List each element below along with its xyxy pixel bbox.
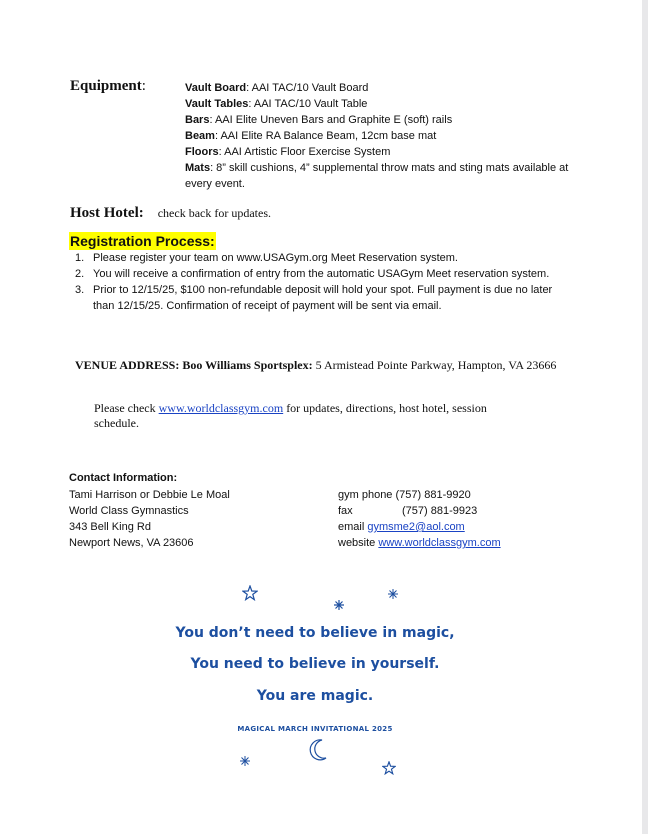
- host-hotel-value: check back for updates.: [157, 206, 272, 220]
- star-icon: [382, 761, 396, 775]
- updates-note: Please check www.worldclassgym.com for updates, directions, host hotel, session schedule.: [94, 401, 487, 430]
- contact-title: Contact Information:: [69, 472, 178, 484]
- contact-city: Newport News, VA 23606: [69, 537, 194, 549]
- banner-event-name: MAGICAL MARCH INVITATIONAL 2025: [237, 725, 393, 733]
- star-icon: [242, 585, 258, 601]
- magic-banner: [150, 575, 480, 780]
- list-item: 1. Please register your team on www.USAGym.org Meet Reservation system.: [75, 252, 458, 264]
- equipment-item: Mats: 8” skill cushions, 4” supplemental throw mats and sting mats available at every event.: [185, 162, 569, 190]
- sparkle-icon: [334, 600, 344, 610]
- equipment-item: Bars: AAI Elite Uneven Bars and Graphite E (soft) rails: [185, 114, 453, 126]
- email: email gymsme2@aol.com: [338, 521, 465, 533]
- website: website www.worldclassgym.com: [338, 537, 501, 549]
- contact-details: [338, 487, 501, 551]
- website-link[interactable]: www.worldclassgym.com: [158, 401, 284, 415]
- list-item: 3. Prior to 12/15/25, $100 non-refundable deposit will hold your spot. Full payment is due no later than 12/15/25. Confirmation of receipt of payment will be sent via email.: [75, 284, 553, 312]
- gym-phone: gym phone (757) 881-9920: [338, 489, 471, 501]
- sparkle-icon: [240, 756, 250, 766]
- host-hotel-label: Host Hotel:: [70, 205, 144, 221]
- equipment-label: Equipment:: [70, 78, 146, 94]
- contact-org: World Class Gymnastics: [69, 505, 189, 517]
- registration-title: Registration Process:: [70, 233, 215, 249]
- crescent-moon-icon: [307, 738, 329, 762]
- vertical-scrollbar[interactable]: [642, 0, 648, 834]
- email-link[interactable]: gymsme2@aol.com: [367, 521, 465, 533]
- sparkle-icon: [388, 589, 398, 599]
- host-hotel: [70, 204, 271, 222]
- contact-street: 343 Bell King Rd: [69, 521, 151, 533]
- banner-line-1: You don’t need to believe in magic,: [175, 625, 455, 641]
- equipment-item: Floors: AAI Artistic Floor Exercise System: [185, 146, 391, 158]
- website-link-contact[interactable]: www.worldclassgym.com: [378, 537, 501, 549]
- list-item: 2. You will receive a confirmation of entry from the automatic USAGym Meet reservation system.: [75, 268, 550, 280]
- venue-address: VENUE ADDRESS: Boo Williams Sportsplex: 5 Armistead Pointe Parkway, Hampton, VA 23666: [75, 358, 557, 372]
- fax: fax (757) 881-9923: [338, 505, 478, 517]
- banner-line-3: You are magic.: [256, 688, 374, 704]
- registration-steps: [75, 250, 575, 314]
- equipment-item: Vault Board: AAI TAC/10 Vault Board: [185, 82, 369, 94]
- banner-line-2: You need to believe in yourself.: [190, 656, 440, 672]
- equipment-list: [185, 80, 585, 192]
- contact-names: Tami Harrison or Debbie Le Moal: [69, 489, 230, 501]
- equipment-item: Vault Tables: AAI TAC/10 Vault Table: [185, 98, 368, 110]
- contact-address: [69, 487, 230, 551]
- equipment-item: Beam: AAI Elite RA Balance Beam, 12cm base mat: [185, 130, 437, 142]
